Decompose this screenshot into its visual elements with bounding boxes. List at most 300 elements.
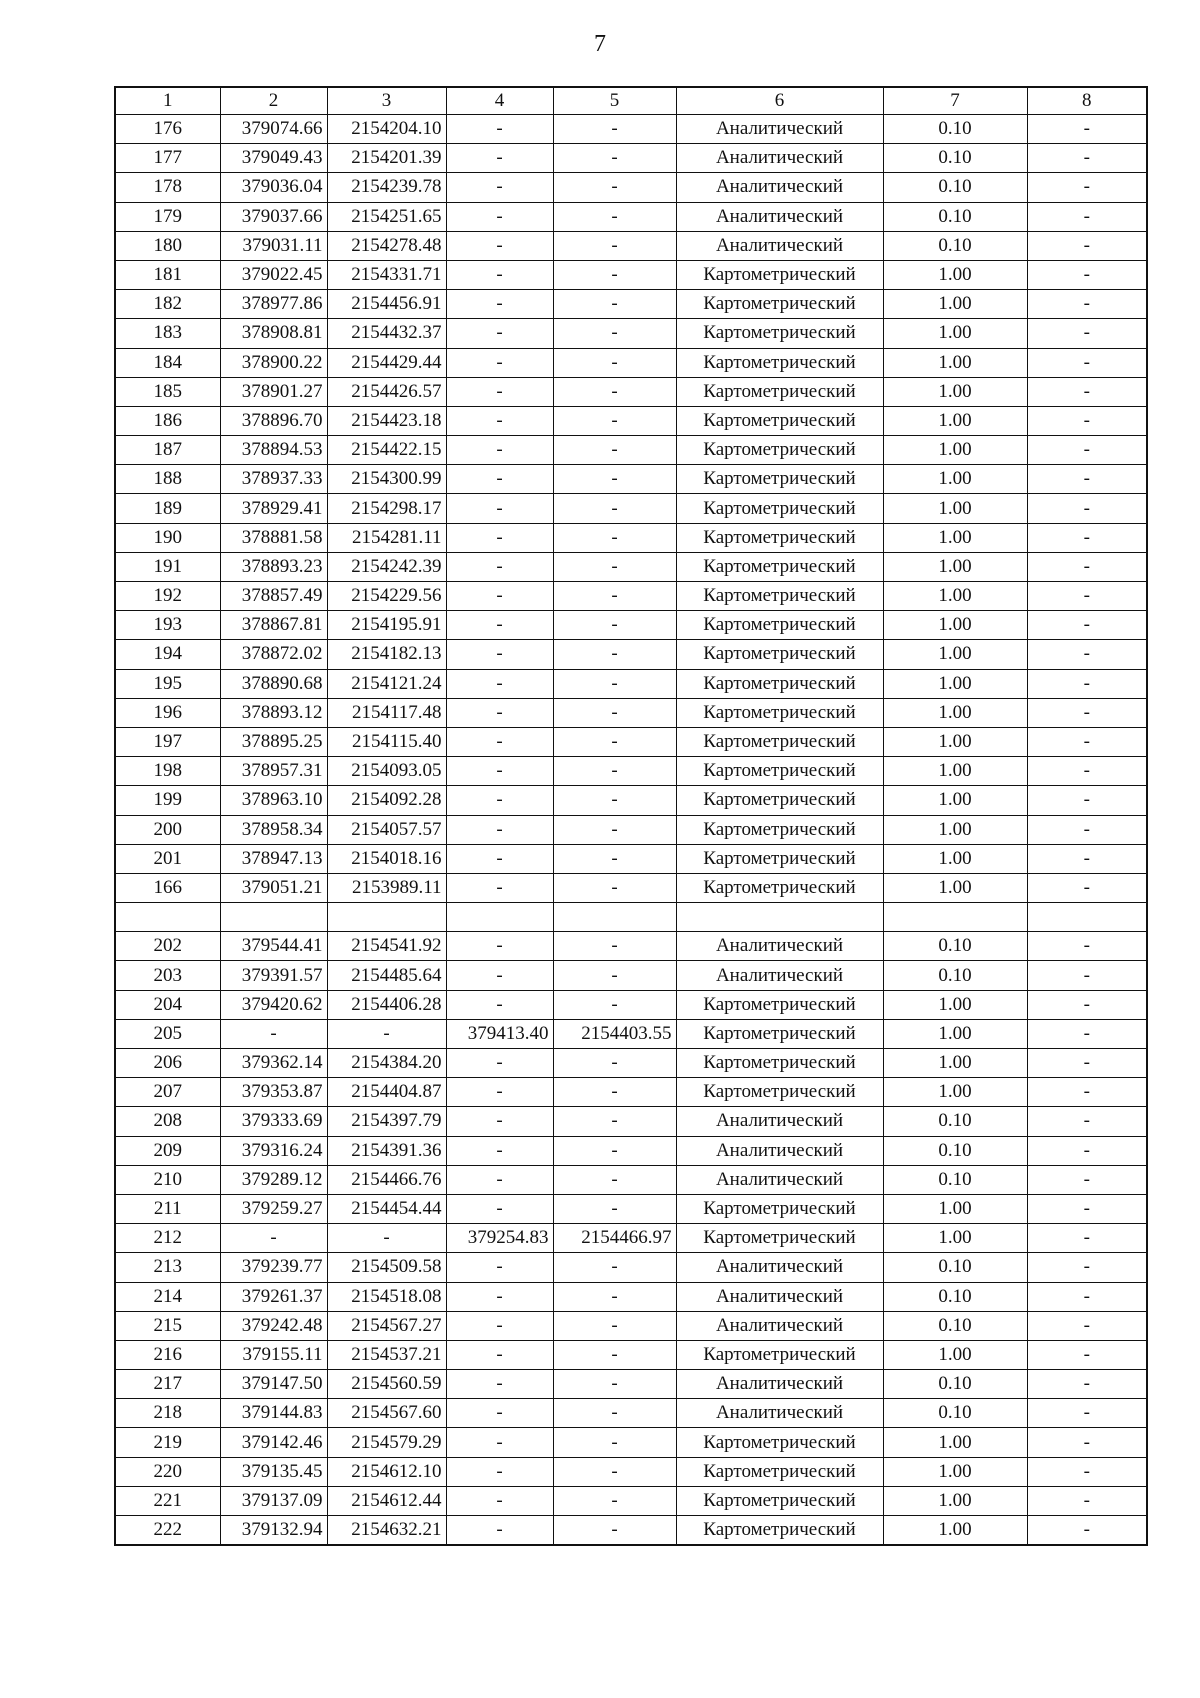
method-cell: Картометрический — [676, 465, 883, 494]
coordinates-table — [114, 86, 1148, 1546]
y-coordinate-alt-cell: - — [553, 1516, 676, 1546]
y-coordinate-cell: 2154384.20 — [327, 1049, 446, 1078]
y-coordinate-alt-cell: - — [553, 990, 676, 1019]
y-coordinate-cell: 2154426.57 — [327, 377, 446, 406]
y-coordinate-cell: 2154454.44 — [327, 1194, 446, 1223]
y-coordinate-cell: 2154404.87 — [327, 1078, 446, 1107]
x-coordinate-cell: 378957.31 — [220, 757, 327, 786]
x-coordinate-cell: 378908.81 — [220, 319, 327, 348]
y-coordinate-cell: 2154560.59 — [327, 1370, 446, 1399]
y-coordinate-alt-cell: - — [553, 582, 676, 611]
method-cell: Картометрический — [676, 757, 883, 786]
method-cell: Картометрический — [676, 669, 883, 698]
x-coordinate-cell: 379137.09 — [220, 1486, 327, 1515]
point-number-cell: 195 — [115, 669, 220, 698]
description-cell: - — [1027, 377, 1147, 406]
table-row — [115, 319, 1147, 348]
x-coordinate-cell: 379051.21 — [220, 873, 327, 902]
x-coordinate-cell: 379333.69 — [220, 1107, 327, 1136]
point-number-cell: 178 — [115, 173, 220, 202]
table-row — [115, 1136, 1147, 1165]
x-coordinate-alt-cell: - — [446, 552, 553, 581]
table-row — [115, 144, 1147, 173]
x-coordinate-cell: 378890.68 — [220, 669, 327, 698]
x-coordinate-cell: - — [220, 1224, 327, 1253]
x-coordinate-cell: 378947.13 — [220, 844, 327, 873]
table-row — [115, 290, 1147, 319]
y-coordinate-alt-cell: - — [553, 348, 676, 377]
description-cell: - — [1027, 173, 1147, 202]
y-coordinate-alt-cell: - — [553, 1428, 676, 1457]
accuracy-cell: 1.00 — [883, 494, 1027, 523]
x-coordinate-alt-cell: - — [446, 465, 553, 494]
x-coordinate-cell: 379147.50 — [220, 1370, 327, 1399]
table-row — [115, 582, 1147, 611]
accuracy-cell: 1.00 — [883, 1078, 1027, 1107]
point-number-cell: 208 — [115, 1107, 220, 1136]
point-number-cell: 212 — [115, 1224, 220, 1253]
method-cell: Картометрический — [676, 815, 883, 844]
table-row — [115, 465, 1147, 494]
x-coordinate-cell: 379261.37 — [220, 1282, 327, 1311]
method-cell: Картометрический — [676, 582, 883, 611]
x-coordinate-alt-cell: - — [446, 1136, 553, 1165]
x-coordinate-cell: 379132.94 — [220, 1516, 327, 1546]
y-coordinate-cell: 2154201.39 — [327, 144, 446, 173]
x-coordinate-alt-cell: - — [446, 669, 553, 698]
method-cell: Картометрический — [676, 348, 883, 377]
y-coordinate-alt-cell: - — [553, 1107, 676, 1136]
x-coordinate-cell: 378857.49 — [220, 582, 327, 611]
description-cell: - — [1027, 436, 1147, 465]
x-coordinate-cell: 378894.53 — [220, 436, 327, 465]
y-coordinate-alt-cell: - — [553, 202, 676, 231]
point-number-cell: 194 — [115, 640, 220, 669]
description-cell: - — [1027, 1370, 1147, 1399]
table-row — [115, 1253, 1147, 1282]
method-cell: Картометрический — [676, 1516, 883, 1546]
point-number-cell: 211 — [115, 1194, 220, 1223]
y-coordinate-alt-cell: - — [553, 1136, 676, 1165]
y-coordinate-alt-cell: - — [553, 260, 676, 289]
method-cell: Картометрический — [676, 1019, 883, 1048]
table-row — [115, 873, 1147, 902]
table-row — [115, 523, 1147, 552]
method-cell: Аналитический — [676, 961, 883, 990]
y-coordinate-alt-cell: - — [553, 1194, 676, 1223]
accuracy-cell: 0.10 — [883, 1136, 1027, 1165]
y-coordinate-cell: 2154537.21 — [327, 1340, 446, 1369]
table-row — [115, 1399, 1147, 1428]
point-number-cell: 220 — [115, 1457, 220, 1486]
description-cell: - — [1027, 640, 1147, 669]
method-cell: Картометрический — [676, 611, 883, 640]
description-cell: - — [1027, 669, 1147, 698]
description-cell: - — [1027, 1253, 1147, 1282]
column-header: 5 — [553, 87, 676, 115]
method-cell: Аналитический — [676, 1253, 883, 1282]
table-row — [115, 1107, 1147, 1136]
x-coordinate-alt-cell: - — [446, 1399, 553, 1428]
x-coordinate-alt-cell: - — [446, 1370, 553, 1399]
accuracy-cell: 0.10 — [883, 144, 1027, 173]
method-cell: Картометрический — [676, 1340, 883, 1369]
x-coordinate-alt-cell: - — [446, 319, 553, 348]
accuracy-cell: 0.10 — [883, 1370, 1027, 1399]
description-cell: - — [1027, 1194, 1147, 1223]
y-coordinate-cell: 2154612.10 — [327, 1457, 446, 1486]
point-number-cell: 197 — [115, 727, 220, 756]
x-coordinate-cell: 379142.46 — [220, 1428, 327, 1457]
accuracy-cell: 1.00 — [883, 552, 1027, 581]
y-coordinate-cell: 2154485.64 — [327, 961, 446, 990]
y-coordinate-alt-cell: - — [553, 932, 676, 961]
accuracy-cell: 1.00 — [883, 698, 1027, 727]
table-body — [115, 115, 1147, 1546]
x-coordinate-alt-cell: - — [446, 436, 553, 465]
description-cell: - — [1027, 990, 1147, 1019]
accuracy-cell: 1.00 — [883, 1428, 1027, 1457]
table-row — [115, 348, 1147, 377]
y-coordinate-cell: 2154429.44 — [327, 348, 446, 377]
table-row — [115, 436, 1147, 465]
table-row — [115, 757, 1147, 786]
table-row — [115, 611, 1147, 640]
point-number-cell: 166 — [115, 873, 220, 902]
description-cell: - — [1027, 1311, 1147, 1340]
method-cell: Картометрический — [676, 1457, 883, 1486]
accuracy-cell: 1.00 — [883, 786, 1027, 815]
method-cell: Аналитический — [676, 1282, 883, 1311]
x-coordinate-cell: 379135.45 — [220, 1457, 327, 1486]
y-coordinate-cell: - — [327, 1019, 446, 1048]
x-coordinate-cell: 379544.41 — [220, 932, 327, 961]
description-cell: - — [1027, 961, 1147, 990]
accuracy-cell: 1.00 — [883, 1340, 1027, 1369]
point-number-cell: 193 — [115, 611, 220, 640]
x-coordinate-alt-cell: - — [446, 1340, 553, 1369]
accuracy-cell: 0.10 — [883, 1107, 1027, 1136]
method-cell: Аналитический — [676, 1370, 883, 1399]
column-header: 1 — [115, 87, 220, 115]
point-number-cell: 203 — [115, 961, 220, 990]
x-coordinate-cell: 379022.45 — [220, 260, 327, 289]
y-coordinate-cell: 2154567.27 — [327, 1311, 446, 1340]
method-cell: Картометрический — [676, 406, 883, 435]
point-number-cell: 209 — [115, 1136, 220, 1165]
y-coordinate-alt-cell: - — [553, 1282, 676, 1311]
table-row — [115, 1019, 1147, 1048]
accuracy-cell: 1.00 — [883, 1486, 1027, 1515]
x-coordinate-cell: 378958.34 — [220, 815, 327, 844]
y-coordinate-cell: 2154092.28 — [327, 786, 446, 815]
accuracy-cell: 0.10 — [883, 932, 1027, 961]
y-coordinate-cell: 2154117.48 — [327, 698, 446, 727]
point-number-cell: 181 — [115, 260, 220, 289]
x-coordinate-alt-cell: 379254.83 — [446, 1224, 553, 1253]
accuracy-cell: 1.00 — [883, 1049, 1027, 1078]
table-row — [115, 698, 1147, 727]
point-number-cell: 210 — [115, 1165, 220, 1194]
accuracy-cell: 1.00 — [883, 669, 1027, 698]
x-coordinate-alt-cell: - — [446, 1165, 553, 1194]
table-row — [115, 1457, 1147, 1486]
method-cell: Картометрический — [676, 1078, 883, 1107]
column-header: 4 — [446, 87, 553, 115]
y-coordinate-cell: 2154298.17 — [327, 494, 446, 523]
description-cell: - — [1027, 202, 1147, 231]
y-coordinate-cell: 2153989.11 — [327, 873, 446, 902]
method-cell: Картометрический — [676, 727, 883, 756]
x-coordinate-cell: 379391.57 — [220, 961, 327, 990]
y-coordinate-alt-cell: - — [553, 786, 676, 815]
table-row — [115, 1370, 1147, 1399]
point-number-cell: 179 — [115, 202, 220, 231]
accuracy-cell: 1.00 — [883, 523, 1027, 552]
method-cell: Картометрический — [676, 990, 883, 1019]
table-row — [115, 115, 1147, 144]
y-coordinate-alt-cell: - — [553, 1486, 676, 1515]
y-coordinate-cell: 2154567.60 — [327, 1399, 446, 1428]
table-row — [115, 1165, 1147, 1194]
point-number-cell: 183 — [115, 319, 220, 348]
point-number-cell: 188 — [115, 465, 220, 494]
y-coordinate-alt-cell: - — [553, 436, 676, 465]
x-coordinate-alt-cell: - — [446, 523, 553, 552]
y-coordinate-alt-cell: - — [553, 1340, 676, 1369]
y-coordinate-cell: 2154278.48 — [327, 231, 446, 260]
method-cell: Аналитический — [676, 231, 883, 260]
x-coordinate-alt-cell: - — [446, 1049, 553, 1078]
point-number-cell: 218 — [115, 1399, 220, 1428]
y-coordinate-alt-cell: - — [553, 1457, 676, 1486]
x-coordinate-alt-cell: - — [446, 260, 553, 289]
accuracy-cell: 0.10 — [883, 1399, 1027, 1428]
table-row — [115, 1194, 1147, 1223]
description-cell: - — [1027, 844, 1147, 873]
method-cell: Аналитический — [676, 115, 883, 144]
point-number-cell — [115, 903, 220, 932]
x-coordinate-cell — [220, 903, 327, 932]
column-header: 3 — [327, 87, 446, 115]
y-coordinate-cell: 2154057.57 — [327, 815, 446, 844]
x-coordinate-cell: 378895.25 — [220, 727, 327, 756]
y-coordinate-cell: 2154018.16 — [327, 844, 446, 873]
x-coordinate-alt-cell: - — [446, 961, 553, 990]
x-coordinate-cell: 378937.33 — [220, 465, 327, 494]
description-cell: - — [1027, 932, 1147, 961]
point-number-cell: 216 — [115, 1340, 220, 1369]
column-header: 2 — [220, 87, 327, 115]
x-coordinate-alt-cell: - — [446, 757, 553, 786]
y-coordinate-alt-cell: - — [553, 290, 676, 319]
point-number-cell: 191 — [115, 552, 220, 581]
y-coordinate-cell: 2154612.44 — [327, 1486, 446, 1515]
table-row — [115, 1311, 1147, 1340]
x-coordinate-cell: - — [220, 1019, 327, 1048]
point-number-cell: 206 — [115, 1049, 220, 1078]
description-cell: - — [1027, 1049, 1147, 1078]
x-coordinate-alt-cell: - — [446, 494, 553, 523]
description-cell: - — [1027, 523, 1147, 552]
x-coordinate-alt-cell: - — [446, 844, 553, 873]
table-row — [115, 1428, 1147, 1457]
point-number-cell: 198 — [115, 757, 220, 786]
y-coordinate-cell: 2154251.65 — [327, 202, 446, 231]
point-number-cell: 213 — [115, 1253, 220, 1282]
accuracy-cell: 1.00 — [883, 757, 1027, 786]
table-row — [115, 815, 1147, 844]
point-number-cell: 217 — [115, 1370, 220, 1399]
x-coordinate-alt-cell: - — [446, 611, 553, 640]
method-cell: Картометрический — [676, 377, 883, 406]
accuracy-cell: 1.00 — [883, 436, 1027, 465]
x-coordinate-alt-cell: - — [446, 1486, 553, 1515]
method-cell: Картометрический — [676, 786, 883, 815]
description-cell: - — [1027, 815, 1147, 844]
description-cell: - — [1027, 1340, 1147, 1369]
x-coordinate-alt-cell: - — [446, 144, 553, 173]
accuracy-cell: 0.10 — [883, 1311, 1027, 1340]
x-coordinate-alt-cell: - — [446, 1107, 553, 1136]
point-number-cell: 205 — [115, 1019, 220, 1048]
method-cell: Картометрический — [676, 698, 883, 727]
x-coordinate-cell: 378872.02 — [220, 640, 327, 669]
table-row — [115, 377, 1147, 406]
x-coordinate-cell: 379259.27 — [220, 1194, 327, 1223]
x-coordinate-cell: 379074.66 — [220, 115, 327, 144]
x-coordinate-cell: 378900.22 — [220, 348, 327, 377]
y-coordinate-alt-cell: - — [553, 873, 676, 902]
method-cell: Картометрический — [676, 1049, 883, 1078]
description-cell: - — [1027, 465, 1147, 494]
x-coordinate-alt-cell: - — [446, 1457, 553, 1486]
y-coordinate-cell: 2154541.92 — [327, 932, 446, 961]
description-cell: - — [1027, 1136, 1147, 1165]
description-cell: - — [1027, 786, 1147, 815]
y-coordinate-cell: 2154242.39 — [327, 552, 446, 581]
description-cell: - — [1027, 260, 1147, 289]
accuracy-cell: 1.00 — [883, 465, 1027, 494]
point-number-cell: 222 — [115, 1516, 220, 1546]
y-coordinate-cell: 2154456.91 — [327, 290, 446, 319]
x-coordinate-alt-cell: - — [446, 377, 553, 406]
y-coordinate-alt-cell: - — [553, 1049, 676, 1078]
y-coordinate-alt-cell: - — [553, 552, 676, 581]
description-cell: - — [1027, 873, 1147, 902]
point-number-cell: 180 — [115, 231, 220, 260]
x-coordinate-cell: 379353.87 — [220, 1078, 327, 1107]
x-coordinate-cell: 378901.27 — [220, 377, 327, 406]
y-coordinate-cell: 2154397.79 — [327, 1107, 446, 1136]
x-coordinate-alt-cell: - — [446, 932, 553, 961]
y-coordinate-alt-cell: - — [553, 1253, 676, 1282]
x-coordinate-alt-cell: - — [446, 873, 553, 902]
x-coordinate-alt-cell: - — [446, 640, 553, 669]
x-coordinate-cell: 379362.14 — [220, 1049, 327, 1078]
accuracy-cell: 0.10 — [883, 202, 1027, 231]
accuracy-cell: 1.00 — [883, 1019, 1027, 1048]
x-coordinate-cell: 379420.62 — [220, 990, 327, 1019]
x-coordinate-cell: 378893.23 — [220, 552, 327, 581]
x-coordinate-alt-cell: - — [446, 1311, 553, 1340]
y-coordinate-alt-cell: - — [553, 698, 676, 727]
x-coordinate-cell: 378977.86 — [220, 290, 327, 319]
x-coordinate-cell: 379316.24 — [220, 1136, 327, 1165]
y-coordinate-cell: - — [327, 1224, 446, 1253]
point-number-cell: 215 — [115, 1311, 220, 1340]
x-coordinate-cell: 378963.10 — [220, 786, 327, 815]
y-coordinate-alt-cell: - — [553, 961, 676, 990]
x-coordinate-alt-cell: - — [446, 786, 553, 815]
x-coordinate-cell: 379239.77 — [220, 1253, 327, 1282]
x-coordinate-alt-cell: - — [446, 290, 553, 319]
description-cell: - — [1027, 290, 1147, 319]
table-row — [115, 932, 1147, 961]
y-coordinate-alt-cell: - — [553, 611, 676, 640]
y-coordinate-cell: 2154093.05 — [327, 757, 446, 786]
x-coordinate-cell: 379037.66 — [220, 202, 327, 231]
x-coordinate-cell: 379036.04 — [220, 173, 327, 202]
y-coordinate-alt-cell: - — [553, 1078, 676, 1107]
y-coordinate-cell: 2154239.78 — [327, 173, 446, 202]
method-cell: Картометрический — [676, 260, 883, 289]
description-cell: - — [1027, 611, 1147, 640]
accuracy-cell: 1.00 — [883, 260, 1027, 289]
accuracy-cell: 0.10 — [883, 1165, 1027, 1194]
description-cell: - — [1027, 319, 1147, 348]
y-coordinate-alt-cell: - — [553, 319, 676, 348]
x-coordinate-cell: 378929.41 — [220, 494, 327, 523]
table-row — [115, 260, 1147, 289]
point-number-cell: 186 — [115, 406, 220, 435]
method-cell: Аналитический — [676, 173, 883, 202]
method-cell: Картометрический — [676, 873, 883, 902]
y-coordinate-alt-cell: - — [553, 144, 676, 173]
accuracy-cell: 1.00 — [883, 377, 1027, 406]
method-cell: Картометрический — [676, 1194, 883, 1223]
accuracy-cell: 1.00 — [883, 815, 1027, 844]
x-coordinate-alt-cell: - — [446, 1428, 553, 1457]
method-cell: Картометрический — [676, 436, 883, 465]
accuracy-cell: 1.00 — [883, 1194, 1027, 1223]
description-cell: - — [1027, 757, 1147, 786]
y-coordinate-alt-cell: - — [553, 406, 676, 435]
point-number-cell: 202 — [115, 932, 220, 961]
accuracy-cell: 0.10 — [883, 961, 1027, 990]
table-row — [115, 173, 1147, 202]
description-cell: - — [1027, 1165, 1147, 1194]
y-coordinate-cell — [327, 903, 446, 932]
table-row — [115, 990, 1147, 1019]
point-number-cell: 200 — [115, 815, 220, 844]
description-cell: - — [1027, 1078, 1147, 1107]
accuracy-cell: 1.00 — [883, 873, 1027, 902]
y-coordinate-alt-cell: - — [553, 231, 676, 260]
x-coordinate-alt-cell: - — [446, 1078, 553, 1107]
accuracy-cell: 1.00 — [883, 406, 1027, 435]
point-number-cell: 189 — [115, 494, 220, 523]
accuracy-cell: 1.00 — [883, 1457, 1027, 1486]
method-cell: Картометрический — [676, 844, 883, 873]
y-coordinate-cell: 2154518.08 — [327, 1282, 446, 1311]
point-number-cell: 192 — [115, 582, 220, 611]
x-coordinate-alt-cell: - — [446, 406, 553, 435]
point-number-cell: 199 — [115, 786, 220, 815]
x-coordinate-alt-cell: - — [446, 115, 553, 144]
description-cell: - — [1027, 115, 1147, 144]
table-row — [115, 640, 1147, 669]
